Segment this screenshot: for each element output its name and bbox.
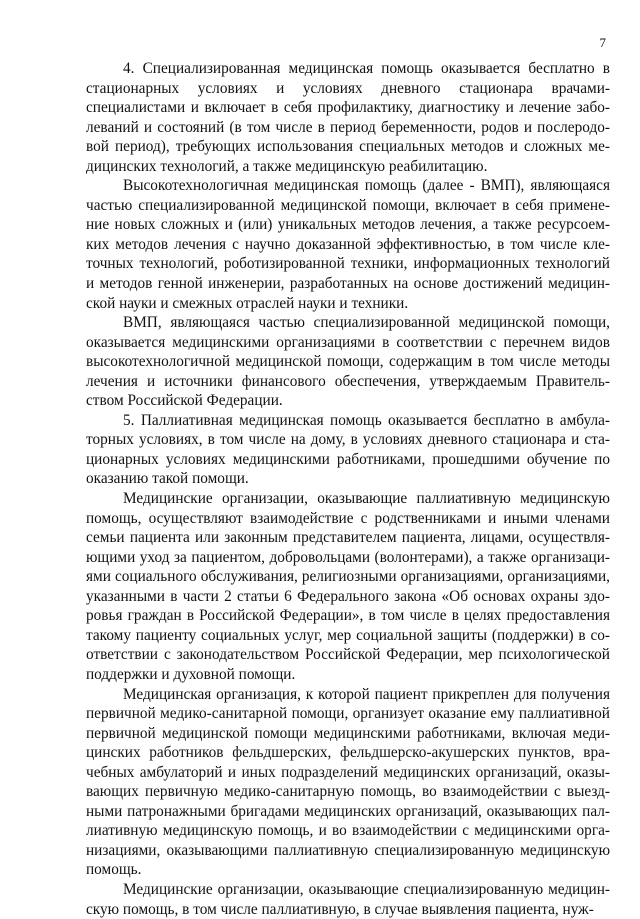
document-body [86, 59, 610, 919]
page-number: 7 [599, 35, 606, 50]
paragraph-specialized-care: 4. Специализированная медицинская помощь оказывается бесплатно в стационарных условиях и условиях дневного стационара врачами-специалистами и включает в себя профилактику, диагностику и лечение заболеваний и состояний (в том числе в период беременности, родов и послеродовой период), требующих использования специальных методов и сложных медицинских технологий, а также медицинскую реабилитацию. [86, 60, 610, 175]
paragraph-high-tech-care: Высокотехнологичная медицинская помощь (далее - ВМП), являющаяся частью специализированной медицинской помощи, включает в себя применение новых сложных и (или) уникальных методов лечения, а также ресурсоемких методов лечения с научно доказанной эффективностью, в том числе клеточных технологий, роботизированной техники, информационных технологий и методов генной инженерии, разработанных на основе достижений медицинской науки и смежных отраслей науки и техники. [86, 177, 610, 312]
paragraph-palliative-care: 5. Паллиативная медицинская помощь оказывается бесплатно в амбулаторных условиях, в том числе на дому, в условиях дневного стационара и стационарных условиях медицинскими работниками, прошедшими обучение по оказанию такой помощи. [86, 411, 610, 488]
paragraph-palliative-interaction: Медицинские организации, оказывающие паллиативную медицинскую помощь, осуществляют взаимодействие с родственниками и иными членами семьи пациента или законным представителем пациента, лицами, осуществляющими уход за пациентом, добровольцами (волонтерами), а также организациями социального обслуживания, религиозными организациями, организациями, указанными в части 2 статьи 6 Федерального закона «Об основах охраны здоровья граждан в Российской Федерации», в том числе в целях предоставления такому пациенту социальных услуг, мер социальной защиты (поддержки) в соответствии с законодательством Российской Федерации, мер психологической поддержки и духовной помощи. [86, 490, 610, 683]
paragraph-specialized-organizations: Медицинские организации, оказывающие специализированную медицинскую помощь, в том числе паллиативную, в случае выявления пациента, нуж- [86, 880, 610, 918]
paragraph-vmp-provision: ВМП, являющаяся частью специализированной медицинской помощи, оказывается медицинскими организациями в соответствии с перечнем видов высокотехнологичной медицинской помощи, содержащим в том числе методы лечения и источники финансового обеспечения, утверждаемым Правительством Российской Федерации. [86, 314, 610, 410]
paragraph-primary-care-palliative: Медицинская организация, к которой пациент прикреплен для получения первичной медико-санитарной помощи, организует оказание ему паллиативной первичной медицинской помощи медицинскими работниками, включая медицинских работников фельдшерских, фельдшерско-акушерских пунктов, врачебных амбулаторий и иных подразделений медицинских организаций, оказывающих первичную медико-санитарную помощь, во взаимодействии с выездными патронажными бригадами медицинских организаций, оказывающих паллиативную медицинскую помощь, и во взаимодействии с медицинскими организациями, оказывающими паллиативную специализированную медицинскую помощь. [86, 685, 610, 879]
